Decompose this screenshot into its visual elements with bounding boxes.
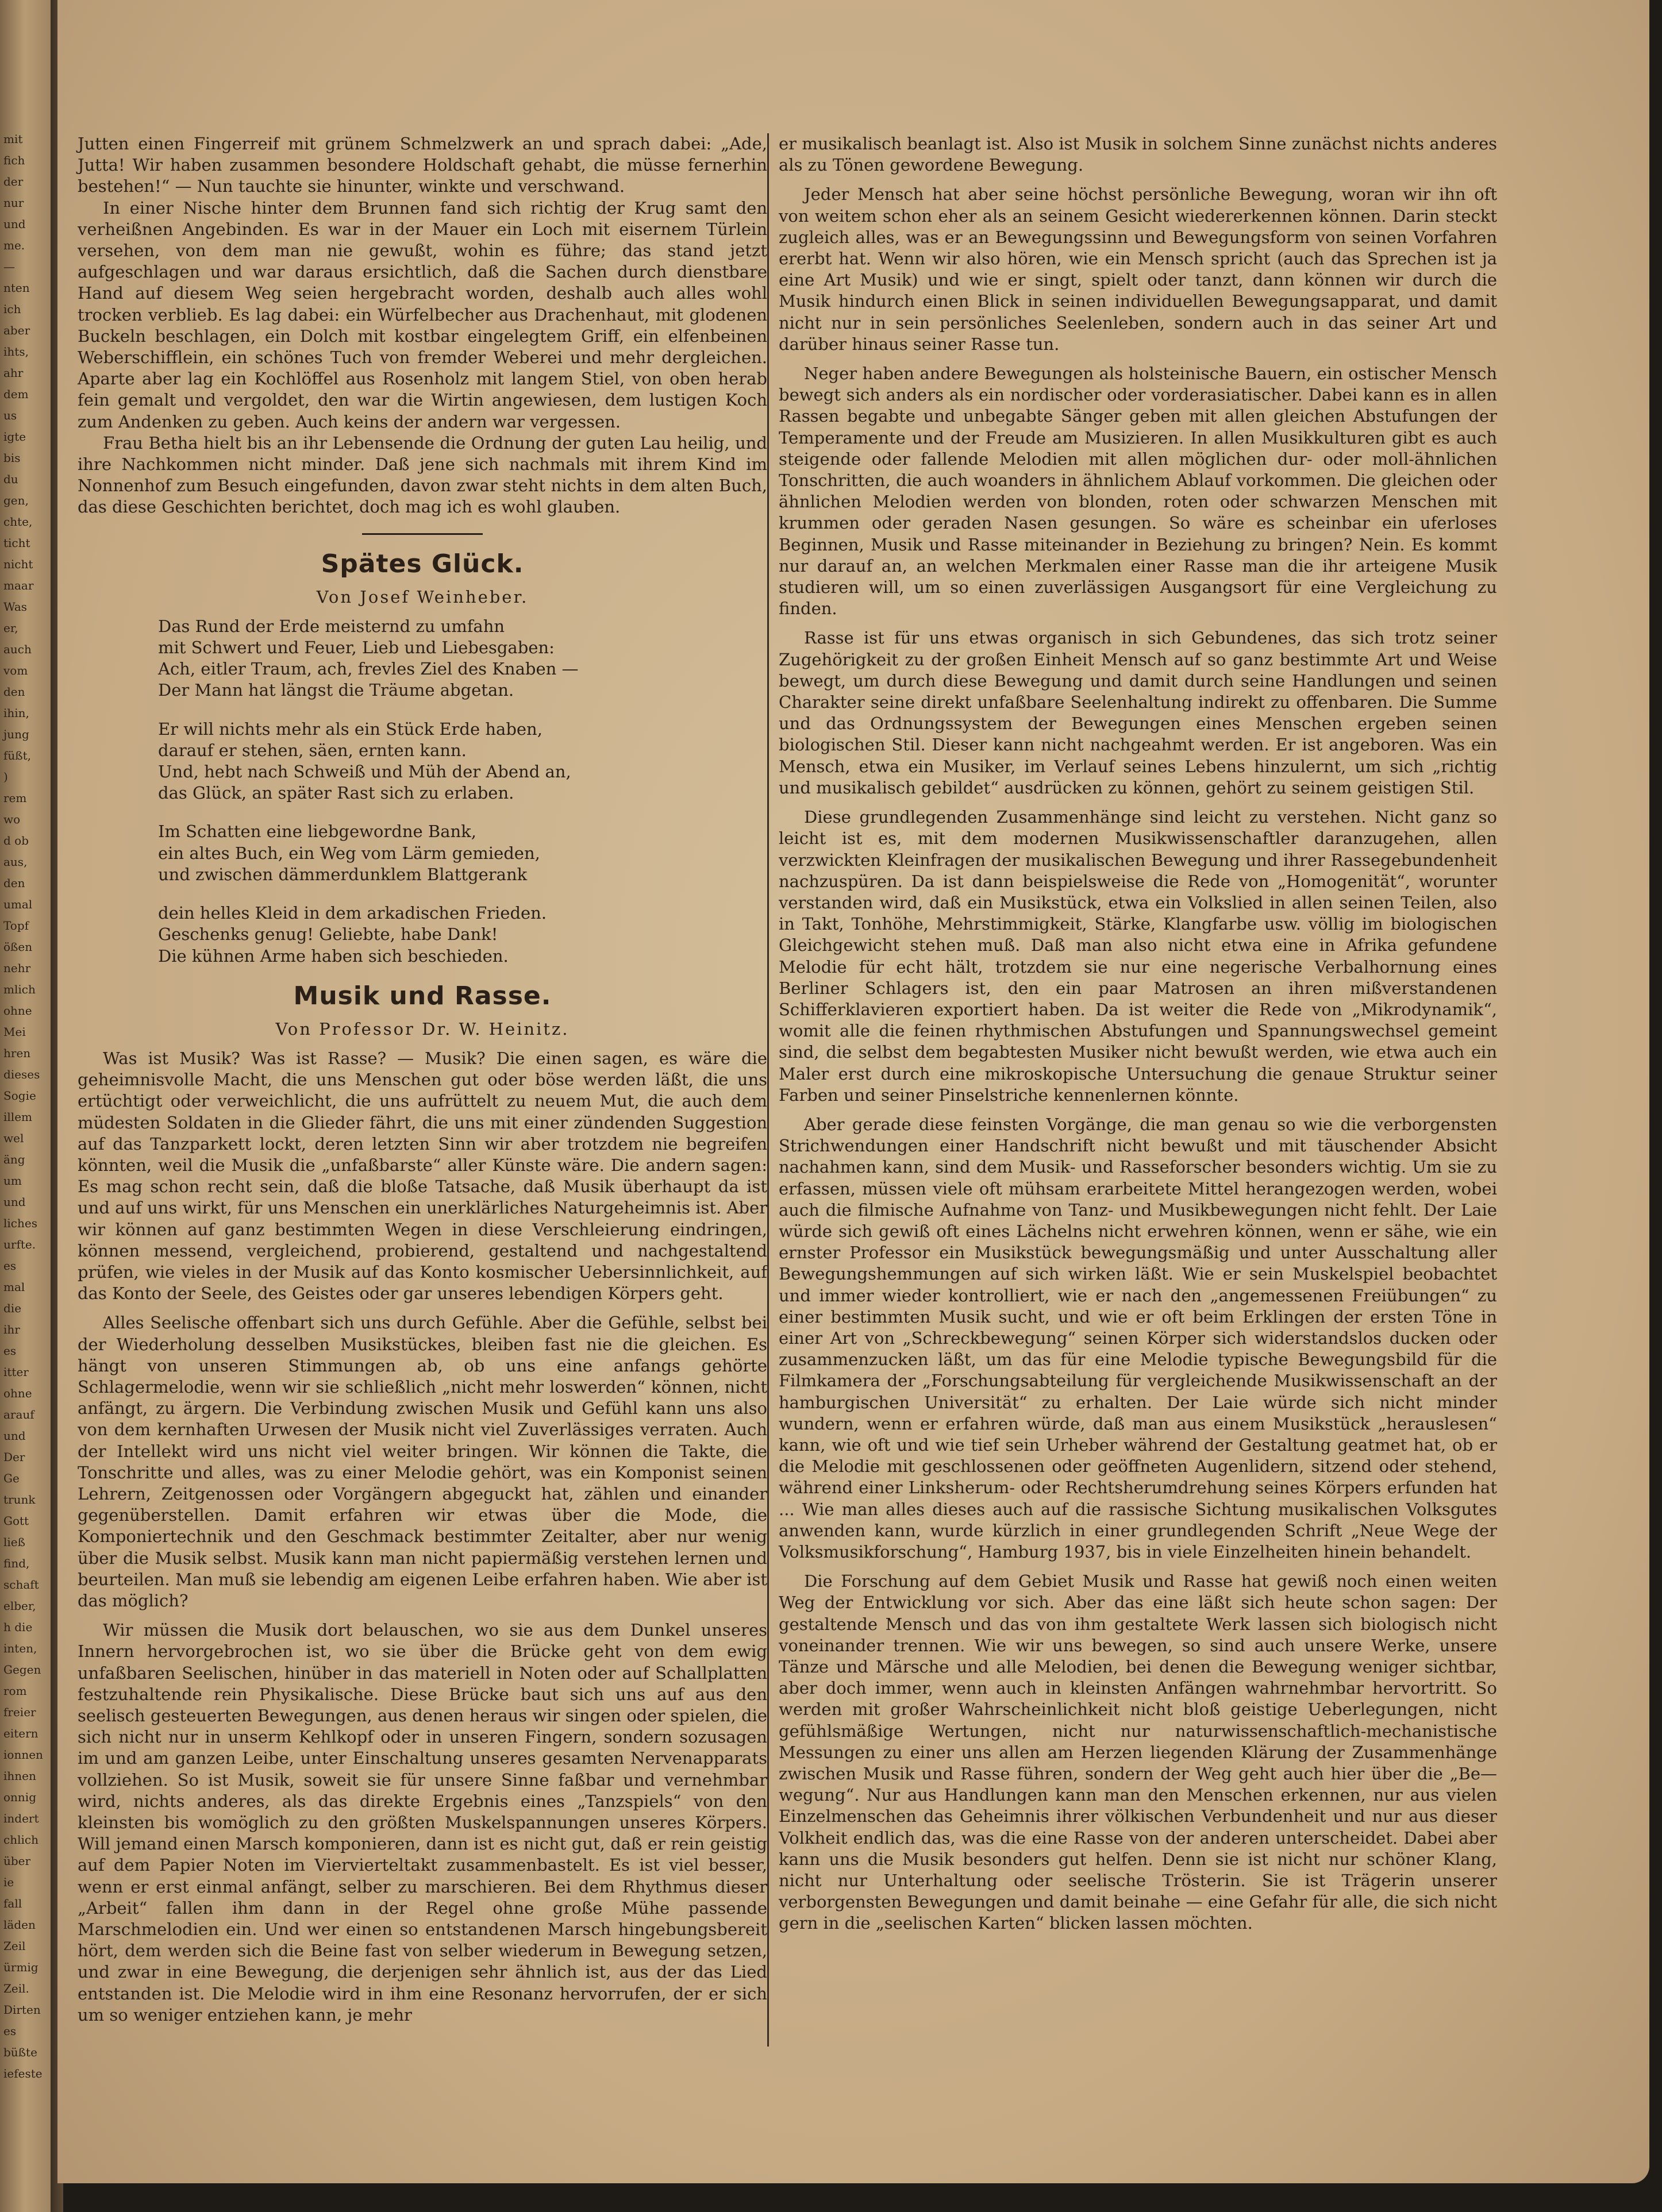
adjacent-page-fragment: ließ	[3, 1535, 25, 1549]
adjacent-page-fragment: gen,	[3, 494, 29, 507]
adjacent-page-fragment: h die	[3, 1620, 33, 1634]
adjacent-page-fragment: ionnen	[3, 1748, 43, 1762]
adjacent-page-fragment: Gegen	[3, 1663, 41, 1677]
adjacent-page-fragment: nten	[3, 281, 30, 295]
poem-verse: Der Mann hat längst die Träume abgetan.	[158, 680, 514, 700]
poem-stanza	[158, 616, 767, 702]
adjacent-page-fragment: es	[3, 1259, 17, 1273]
article-byline: Von Professor Dr. W. Heinitz.	[275, 1019, 570, 1039]
adjacent-page-fragment: auch	[3, 642, 32, 656]
poem-stanza	[158, 719, 767, 804]
adjacent-page-fragment: Zeil.	[3, 1982, 29, 1995]
poem-verse: Das Rund der Erde meisternd zu umfahn	[158, 616, 505, 636]
adjacent-page-fragment: den	[3, 876, 25, 890]
poem-verse: Ach, eitler Traum, ach, frevles Ziel des Knaben —	[158, 659, 579, 679]
article-paragraph: Was ist Musik? Was ist Rasse? — Musik? Die einen sagen, es wäre die geheimnisvolle Macht, die uns Menschen gut oder böse werden läßt, die uns ertüchtigt oder verweichlicht, die uns aufrüttelt zu neuem Mut, die auch dem müdesten Soldaten in die Glieder fährt, die uns mit einer zündenden Suggestion auf das Tanzparkett lockt, deren letzten Sinn wir aber trotzdem nie begreifen könnten, weil die Musik die „unfaßbarste“ aller Künste wäre. Die andern sagen: Es mag schon recht sein, daß die bloße Tatsache, daß Musik überhaupt da ist und auf uns wirkt, für uns Menschen ein unerklärliches Naturgeheimnis ist. Aber wir können auf ganz bestimmten Wegen in diese Verschleierung eindringen, können messend, vergleichend, probierend, gestaltend und nachgestaltend prüfen, wie vieles in der Musik auf das Konto kosmischer Uebersinnlichkeit, auf das Konto der Seele, des Geistes oder gar unseres lebendigen Körpers geht.	[78, 1048, 767, 1304]
adjacent-page-fragment: arauf	[3, 1408, 34, 1421]
adjacent-page-fragment: mit	[3, 132, 23, 146]
poem-verse: Die kühnen Arme haben sich beschieden.	[158, 946, 509, 966]
poem-byline: Von Josef Weinheber.	[316, 587, 529, 607]
adjacent-page-fragment: nicht	[3, 557, 33, 571]
adjacent-page-fragment: vom	[3, 664, 28, 677]
adjacent-page-fragment: fich	[3, 153, 25, 167]
adjacent-page-fragment: indert	[3, 1812, 39, 1825]
adjacent-page-fragment: ihts,	[3, 345, 29, 359]
adjacent-page-fragment: Mei	[3, 1025, 26, 1039]
adjacent-page-fragment: Der	[3, 1450, 25, 1464]
adjacent-page-fragment: nur	[3, 196, 24, 210]
adjacent-page-fragment: illem	[3, 1110, 32, 1124]
adjacent-page-fragment: Topf	[3, 919, 29, 932]
article-paragraph: Neger haben andere Bewegungen als holsteinische Bauern, ein ostischer Mensch bewegt sich anders als ein nordischer oder vorderasiatischer. Dabei kann es in allen Rassen begabte und unbegabte Sänger geben mit allen gleichen Abstufungen der Temperamente und der Freude am Musizieren. In allen Musikkulturen gibt es auch steigende oder fallende Melodien mit allen möglichen dur- oder moll-ähnlichen Tonschritten, die auch woanders in ähnlichem Ablauf vorkommen. Die gleichen oder ähnlichen Melodien werden von blonden, roten oder schwarzen Menschen mit krummen oder geraden Nasen gesungen. So wäre es scheinbar ein uferloses Beginnen, Musik und Rasse miteinander in Beziehung zu bringen? Nein. Es kommt nur darauf an, an welchen Merkmalen einer Rasse man die ihr arteigene Musik studieren will, um so einen zuverlässigen Ausgangsort für eine Vergleichung zu finden.	[779, 364, 1497, 619]
adjacent-page-fragment: wel	[3, 1131, 24, 1145]
adjacent-page-fragment: wo	[3, 812, 21, 826]
adjacent-page-fragment: onnig	[3, 1790, 37, 1804]
magazine-page	[57, 0, 1649, 2183]
adjacent-page-fragment: ihin,	[3, 706, 29, 720]
adjacent-page-fragment: freier	[3, 1705, 36, 1719]
adjacent-page-fragment: )	[3, 770, 8, 784]
adjacent-page-fragment: über	[3, 1854, 31, 1868]
adjacent-page-fragment: maar	[3, 579, 34, 592]
adjacent-page-fragment: ürmig	[3, 1960, 39, 1974]
adjacent-page-fragment: trunk	[3, 1493, 36, 1506]
article-paragraph: Wir müssen die Musik dort belauschen, wo sie aus dem Dunkel unseres Innern hervorgebrochen ist, wo sie über die Brücke geht von dem ewig unfaßbaren Seelischen, hinüber in das materiell in Noten oder auf Schallplatten festzuhaltende rein Physikalische. Diese Brücke baut sich uns auf aus den seelisch gesteuerten Bewegungen, aus denen heraus wir singen oder spielen, die sich nicht nur in unserm Kehlkopf oder in unseren Fingern, sondern sozusagen im und am ganzen Leibe, unter Einschaltung unseres gesamten Nervenapparats vollziehen. So ist Musik, soweit sie für unsere Sinne faßbar und vernehmbar wird, nichts anderes, als das direkte Ergebnis eines „Tanzspiels“ von den kleinsten bis womöglich zu den größten Muskelspannungen unseres Körpers. Will jemand einen Marsch komponieren, dann ist es nicht gut, daß er rein geistig auf dem Papier Noten im Viervierteltakt zusammenbastelt. Es ist viel besser, wenn er erst einmal anfängt, selber zu marschieren. Bei dem Rhythmus dieser „Arbeit“ fallen ihm dann in der Regel ohne große Mühe passende Marschmelodien ein. Und wer einen so entstandenen Marsch hingebungsbereit hört, dem werden sich die Beine fast von selber wiederum in Bewegung setzen, und zwar in eine Bewegung, die derjenigen sehr ähnlich ist, aus der das Lied entstanden ist. Die Melodie wird in ihm eine Resonanz hervorrufen, der er sich um so weniger entziehen kann, je mehr	[78, 1620, 767, 2025]
adjacent-page-fragment: er,	[3, 621, 18, 635]
article-paragraph: Rasse ist für uns etwas organisch in sich Gebundenes, das sich trotz seiner Zugehörigkeit zu der großen Einheit Mensch auf so ganz bestimmte Art und Weise bewegt, um durch diese Bewegung und damit durch seine Handlungen und seinen Charakter seine direkt unfaßbare Seelenhaltung indirekt zu offenbaren. Die Summe und das Ordnungssystem der Bewegungen eines Menschen ergeben seinen biologischen Stil. Dieser kann nicht nachgeahmt werden. Er ist angeboren. Was ein Mensch, etwa ein Musiker, im Verlauf seines Lebens hinzulernt, um sich „richtig und musikalisch gebildet“ ausdrücken zu können, gehört zu seinem geistigen Stil.	[779, 628, 1497, 797]
adjacent-page-fragment: dieses	[3, 1068, 40, 1081]
story-continuation-paragraph: Jutten einen Fingerreif mit grünem Schmelzwerk an und sprach dabei: „Ade, Jutta! Wir haben zusammen besondere Holdschaft gehabt, die müsse fernerhin bestehen!“ — Nun tauchte sie hinunter, winkte und verschwand.	[78, 134, 767, 196]
adjacent-page-fragment: bis	[3, 451, 21, 465]
adjacent-page-fragment: um	[3, 1174, 22, 1188]
adjacent-page-fragment: füßt,	[3, 749, 32, 762]
adjacent-page-fragment: rem	[3, 791, 27, 805]
adjacent-page-fragment: urfte.	[3, 1238, 36, 1251]
article-continuation-paragraph: er musikalisch beanlagt ist. Also ist Musik in solchem Sinne zunächst nichts anderes als zu Tönen gewordene Bewegung.	[779, 134, 1497, 175]
adjacent-page-fragment: läden	[3, 1918, 36, 1932]
adjacent-page-fragment: d ob	[3, 834, 29, 847]
poem-title: Spätes Glück.	[321, 549, 524, 579]
article-paragraph: Diese grundlegenden Zusammenhänge sind leicht zu verstehen. Nicht ganz so leicht ist es, mit dem modernen Musikwissenschaftler daranzugehen, allen verzwickten Kleinfragen der musikalischen Bewegung und ihrer Rassegebundenheit nachzuspüren. Da ist dann beispielsweise die Rede von „Homogenität“, worunter verstanden wird, daß ein Musikstück, etwa ein Volkslied in allen seinen Teilen, also in Takt, Tonhöhe, Mehrstimmigkeit, Stärke, Klangfarbe usw. völlig im biologischen Gleichgewicht stehen muß. Daß man also nicht etwa eine in Afrika gefundene Melodie für echt hält, trotzdem sie nur eine negerische Verbalhornung eines Berliner Schlagers ist, den ein paar Matrosen an ihren mißverstandenen Schifferklavieren exportiert haben. Da ist weiter die Rede von „Mikrodynamik“, womit alle die feinen rhythmischen Abstufungen und Spannungswechsel gemeint sind, die selbst dem begabtesten Musiker nicht bewußt werden, wie etwa auch ein Maler erst durch eine mikroskopische Untersuchung die genaue Struktur seiner Farben und seiner Pinselstriche kennenlernen könnte.	[779, 807, 1497, 1105]
poem-verse: darauf er stehen, säen, ernten kann.	[158, 740, 467, 760]
adjacent-page-fragment: die	[3, 1301, 22, 1315]
adjacent-page-fragment: hren	[3, 1046, 31, 1060]
adjacent-page-fragment: der	[3, 175, 24, 188]
adjacent-page-fragment: es	[3, 1344, 17, 1358]
adjacent-page-fragment: dem	[3, 387, 29, 401]
adjacent-page-fragment: und	[3, 217, 26, 231]
adjacent-page-fragment: itter	[3, 1365, 29, 1379]
adjacent-page-fragment: aus,	[3, 855, 28, 869]
right-column	[779, 133, 1497, 1934]
adjacent-page-fragment: Dirten	[3, 2003, 41, 2017]
adjacent-page-fragment: iefeste	[3, 2067, 43, 2080]
adjacent-page-fragment: jung	[3, 727, 29, 741]
poem-verse: und zwischen dämmerdunklem Blattgerank	[158, 864, 528, 884]
adjacent-page-fragment: me.	[3, 238, 25, 252]
adjacent-page-fragment: us	[3, 409, 17, 422]
adjacent-page-fragment: ich	[3, 302, 21, 316]
adjacent-page-fragment: Ge	[3, 1471, 20, 1485]
poem-stanza	[158, 903, 767, 967]
adjacent-page-fragment: eitern	[3, 1727, 39, 1740]
adjacent-page-fragment: schaft	[3, 1578, 39, 1591]
adjacent-page-fragment: Zeil	[3, 1939, 26, 1953]
adjacent-page-fragment: mlich	[3, 982, 36, 996]
adjacent-page-fragment: äng	[3, 1153, 25, 1166]
adjacent-page-fragment: ihnen	[3, 1769, 36, 1783]
adjacent-page-fragment: ohne	[3, 1004, 32, 1018]
poem-verse: ein altes Buch, ein Weg vom Lärm gemieden,	[158, 843, 540, 863]
adjacent-page-fragment: inten,	[3, 1641, 37, 1655]
adjacent-page-fragment: Gott	[3, 1514, 29, 1528]
adjacent-page-fragment: find,	[3, 1556, 30, 1570]
poem-verse: Und, hebt nach Schweiß und Müh der Abend an,	[158, 762, 571, 782]
poem-verse: Geschenks genug! Geliebte, habe Dank!	[158, 924, 498, 945]
article-paragraph: Die Forschung auf dem Gebiet Musik und Rasse hat gewiß noch einen weiten Weg der Entwicklung vor sich. Aber das eine läßt sich heute schon sagen: Der gestaltende Mensch und das von ihm gestaltete Werk lassen sich biologisch nicht voneinander trennen. Wie wir uns bewegen, so sind auch unsere Werke, unsere Tänze und Märsche und alle Melodien, bei denen die Bewegung weniger sichtbar, aber doch immer, wenn auch in kleinsten Anfängen wahrnehmbar hervortritt. So werden mit großer Wahrscheinlichkeit nicht bloß geistige Ueberlegungen, nicht gefühlsmäßige Wertungen, nicht nur naturwissenschaftlich-mechanistische Messungen zu einer uns allen am Herzen liegenden Klärung der Zusammenhänge zwischen Musik und Rasse führen, sondern der Weg geht auch hier über die „Be—wegung“. Nur aus Handlungen kann man den Menschen erkennen, nur aus vielen Einzelmenschen das Geheimnis ihrer völkischen Verbundenheit und nur aus dieser Volkheit endlich das, was die eine Rasse von der anderen unterscheidet. Dabei aber kann uns die Musik besonders gut helfen. Denn sie ist nicht nur schöner Klang, nicht nur Unterhaltung oder seelische Trösterin. Sie ist Trägerin unserer verborgensten Bewegungen und damit beinahe — eine Gefahr für alle, die sich nicht gern in die „seelischen Karten“ blicken lassen möchten.	[779, 1571, 1497, 1933]
poem-verse: das Glück, an später Rast sich zu erlaben.	[158, 783, 514, 803]
article-paragraph: Alles Seelische offenbart sich uns durch Gefühle. Aber die Gefühle, selbst bei der Wiederholung desselben Musikstückes, bleiben fast nie die gleichen. Es hängt von unseren Stimmungen ab, ob uns eine anfangs gehörte Schlagermelodie, wenn wir sie schließlich „nicht mehr loswerden“ können, nicht anfängt, zu ärgern. Die Verbindung zwischen Musik und Gefühl kann uns also von dem kernhaften Urwesen der Musik nicht viel Zuverlässiges verraten. Auch der Intellekt wird uns nicht viel weiter bringen. Wir können die Takte, die Tonschritte und alles, was zu einer Melodie gehört, was ein Komponist seinen Lehrern, Zeitgenossen oder Vorgängern abgeguckt hat, zählen und einander gegenüberstellen. Damit erfahren wir etwas über die Mode, die Komponiertechnik und den Geschmack bestimmter Zeitalter, aber nur wenig über die Musik selbst. Musik kann man nicht papiermäßig verstehen lernen und beurteilen. Man muß sie lebendig am eigenen Leibe erfahren haben. Wie aber ist das möglich?	[78, 1313, 767, 1610]
adjacent-page-fragment: ticht	[3, 536, 30, 550]
adjacent-page-fragment: und	[3, 1195, 26, 1209]
left-column	[78, 133, 767, 2026]
adjacent-page-fragment: —	[3, 260, 15, 273]
adjacent-page-fragment: ie	[3, 1875, 14, 1889]
adjacent-page-fragment: Was	[3, 600, 28, 614]
adjacent-page-fragment: du	[3, 472, 18, 486]
adjacent-page-fragment: Sogie	[3, 1089, 36, 1103]
adjacent-page-fragment: den	[3, 685, 25, 699]
adjacent-page-fragment: büßte	[3, 2045, 37, 2059]
adjacent-page-fragment: ihr	[3, 1323, 20, 1336]
adjacent-page-fragment: mal	[3, 1280, 25, 1294]
adjacent-page-fragment: elber,	[3, 1599, 36, 1613]
adjacent-page-fragment: chte,	[3, 515, 33, 529]
article-title: Musik und Rasse.	[293, 981, 552, 1011]
adjacent-page-fragment: fall	[3, 1897, 22, 1910]
adjacent-page-fragment: igte	[3, 430, 26, 444]
adjacent-page-fragment: nehr	[3, 961, 31, 975]
adjacent-page-fragment: ahr	[3, 366, 24, 380]
section-divider	[362, 533, 483, 535]
article-paragraph: Aber gerade diese feinsten Vorgänge, die man genau so wie die verborgensten Strichwendungen einer Handschrift nicht bewußt und mit täuschender Absicht nachahmen kann, sind dem Musik- und Rasseforscher besonders wichtig. Um sie zu erfassen, müssen viele oft mühsam erarbeitete Mittel herangezogen werden, wobei auch die filmische Aufnahme von Tanz- und Musikbewegungen nicht fehlt. Der Laie würde sich gewiß oft eines Lächelns nicht erwehren können, wenn er sähe, wie ein ernster Professor ein Musikstück bewegungsmäßig und unter Ausschaltung aller Bewegungshemmungen auf sich wirken läßt. Wie er sein Muskelspiel beobachtet und immer wieder kontrolliert, wie er nach den „angemessenen Freiübungen“ zu einer bestimmten Musik sucht, und wie er oft beim Erklingen der ersten Töne in einer Art von „Schreckbewegung“ seinen Körper sich widerstandslos ducken oder zusammenzucken läßt, um das für eine Melodie typische Bewegungsbild für die Filmkamera der „Forschungsabteilung für vergleichende Musikwissenschaft an der hamburgischen Universität“ zu erhalten. Der Laie würde sich nicht minder wundern, wenn er erfahren würde, daß man aus einem Musikstück „herauslesen“ kann, wie oft und wie tief sein Urheber während der Gestaltung geatmet hat, ob er die Melodie mit geschlossenen oder geöffneten Augenlidern, sitzend oder stehend, während einer Linksherum- oder Rechtsherumdrehung seines Körpers erfunden hat ... Wie man alles dieses auch auf die rassische Sichtung musikalischen Volksgutes anwenden kann, wurde kürzlich in einer grundlegenden Schrift „Neue Wege der Volksmusikforschung“, Hamburg 1937, bis in viele Einzelheiten hinein behandelt.	[779, 1114, 1497, 1562]
adjacent-page-margin	[0, 0, 55, 2212]
poem-verse: mit Schwert und Feuer, Lieb und Liebesgaben:	[158, 638, 555, 658]
poem-stanza	[158, 821, 767, 885]
story-paragraph: In einer Nische hinter dem Brunnen fand sich richtig der Krug samt den verheißnen Angebinden. Es war in der Mauer ein Loch mit eisernem Türlein versehen, von dem man nie gewußt, wohin es führe; das stand jetzt aufgeschlagen und war daraus ersichtlich, daß die Sachen durch dienstbare Hand auf diesem Weg seien hergebracht worden, deshalb auch alles wohl trocken verblieb. Es lag dabei: ein Würfelbecher aus Drachenhaut, mit glodenen Buckeln beschlagen, ein Dolch mit kostbar eingelegtem Griff, ein elfenbeinen Weberschifflein, ein schönes Tuch von fremder Weberei und mehr dergleichen. Aparte aber lag ein Kochlöffel aus Rosenholz mit langem Stiel, von oben herab fein gemalt und vergoldet, den war die Wirtin angewiesen, dem lustigen Koch zum Andenken zu geben. Auch keins der andern war vergessen.	[78, 198, 767, 431]
poem-verse: dein helles Kleid in dem arkadischen Frieden.	[158, 903, 547, 923]
story-paragraph: Frau Betha hielt bis an ihr Lebensende die Ordnung der guten Lau heilig, und ihre Nachkommen nicht minder. Daß jene sich nachmals mit ihrem Kind im Nonnenhof zum Besuch eingefunden, davon zwar steht nichts in dem alten Buch, das diese Geschichten berichtet, doch mag ich es wohl glauben.	[78, 433, 767, 517]
adjacent-page-fragment: aber	[3, 323, 30, 337]
adjacent-page-fragment: ößen	[3, 940, 33, 954]
adjacent-page-fragment: ohne	[3, 1386, 32, 1400]
adjacent-page-fragment: liches	[3, 1216, 37, 1230]
article-paragraph: Jeder Mensch hat aber seine höchst persönliche Bewegung, woran wir ihn oft von weitem schon eher als an seinem Gesicht wiedererkennen können. Darin steckt zugleich alles, was er an Bewegungssinn und Bewegungsform von seinen Vorfahren ererbt hat. Wenn wir also hören, wie ein Mensch spricht (auch das Sprechen ist ja eine Art Musik) und wie er singt, spielt oder tanzt, dann können wir durch die Musik hindurch einen Blick in seinen individuellen Bewegungsapparat, und damit nicht nur in sein persönliches Seelenleben, sondern auch in das seiner Art und darüber hinaus seiner Rasse tun.	[779, 184, 1497, 354]
poem-verse: Er will nichts mehr als ein Stück Erde haben,	[158, 719, 543, 739]
adjacent-page-fragment: chlich	[3, 1833, 39, 1847]
adjacent-page-fragment: umal	[3, 897, 33, 911]
adjacent-page-fragment: rom	[3, 1684, 27, 1698]
poem-verse: Im Schatten eine liebgewordne Bank,	[158, 822, 476, 842]
column-rule	[767, 133, 769, 2047]
adjacent-page-fragment: es	[3, 2024, 17, 2038]
adjacent-page-fragment: und	[3, 1429, 26, 1443]
